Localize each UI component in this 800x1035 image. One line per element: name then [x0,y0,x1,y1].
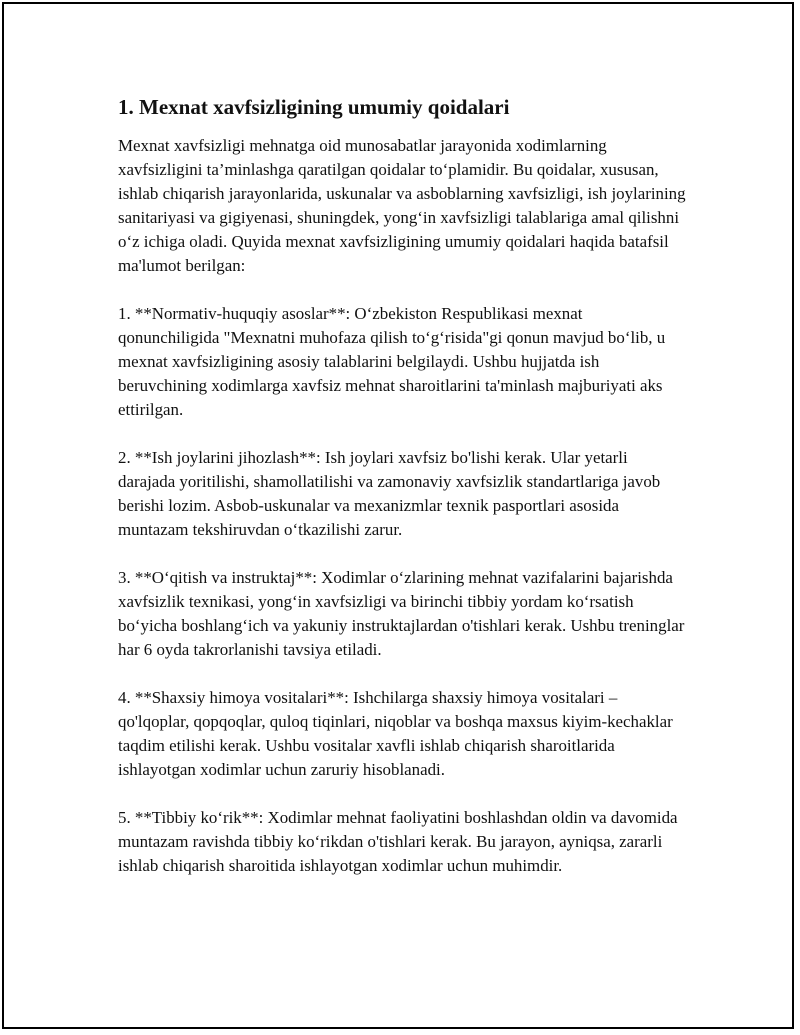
paragraph-normative-basis: 1. **Normativ-huquqiy asoslar**: O‘zbekiston Respublikasi mexnat qonunchiligida "Mexnatni muhofaza qilish to‘g‘risida"gi qonun mavjud bo‘lib, u mexnat xavfsizligining asosiy talablarini belgilaydi. Ushbu hujjatda ish beruvchining xodimlarga xavfsiz mehnat sharoitlarini ta'minlash majburiyati aks ettirilgan. [118,304,666,419]
document-body [118,92,686,902]
paragraph-protective-equipment: 4. **Shaxsiy himoya vositalari**: Ishchilarga shaxsiy himoya vositalari – qo'lqoplar, qopqoqlar, quloq tiqinlari, niqoblar va boshqa maxsus kiyim-kechaklar taqdim etilishi kerak. Ushbu vositalar xavfli ishlab chiqarish sharoitlarida ishlayotgan xodimlar uchun zaruriy hisoblanadi. [118,688,673,779]
paragraph-training-instruction: 3. **O‘qitish va instruktaj**: Xodimlar o‘zlarining mehnat vazifalarini bajarishda xavfsizlik texnikasi, yong‘in xavfsizligi va birinchi tibbiy yordam ko‘rsatish bo‘yicha boshlang‘ich va yakuniy instruktajlardan o'tishlari kerak. Ushbu treninglar har 6 oyda takrorlanishi tavsiya etiladi. [118,568,685,659]
paragraph-medical-examination: 5. **Tibbiy ko‘rik**: Xodimlar mehnat faoliyatini boshlashdan oldin va davomida muntazam ravishda tibbiy ko‘rikdan o'tishlari kerak. Bu jarayon, ayniqsa, zararli ishlab chiqarish sharoitida ishlayotgan xodimlar uchun muhimdir. [118,808,678,875]
paragraph-workplace-equipment: 2. **Ish joylarini jihozlash**: Ish joylari xavfsiz bo'lishi kerak. Ular yetarli darajada yoritilishi, shamollatilishi va zamonaviy xavfsizlik standartlariga javob berishi lozim. Asbob-uskunalar va mexanizmlar texnik pasportlari asosida muntazam tekshiruvdan o‘tkazilishi zarur. [118,448,661,539]
intro-paragraph: Mexnat xavfsizligi mehnatga oid munosabatlar jarayonida xodimlarning xavfsizligini ta’minlashga qaratilgan qoidalar to‘plamidir. Bu qoidalar, xususan, ishlab chiqarish jarayonlarida, uskunalar va asboblarning xavfsizligi, ish joylarining sanitariyasi va gigiyenasi, shuningdek, yong‘in xavfsizligi talablariga amal qilishni o‘z ichiga oladi. Quyida mexnat xavfsizligining umumiy qoidalari haqida batafsil ma'lumot berilgan: [118,136,686,275]
section-heading: 1. Mexnat xavfsizligining umumiy qoidalari [118,95,510,119]
